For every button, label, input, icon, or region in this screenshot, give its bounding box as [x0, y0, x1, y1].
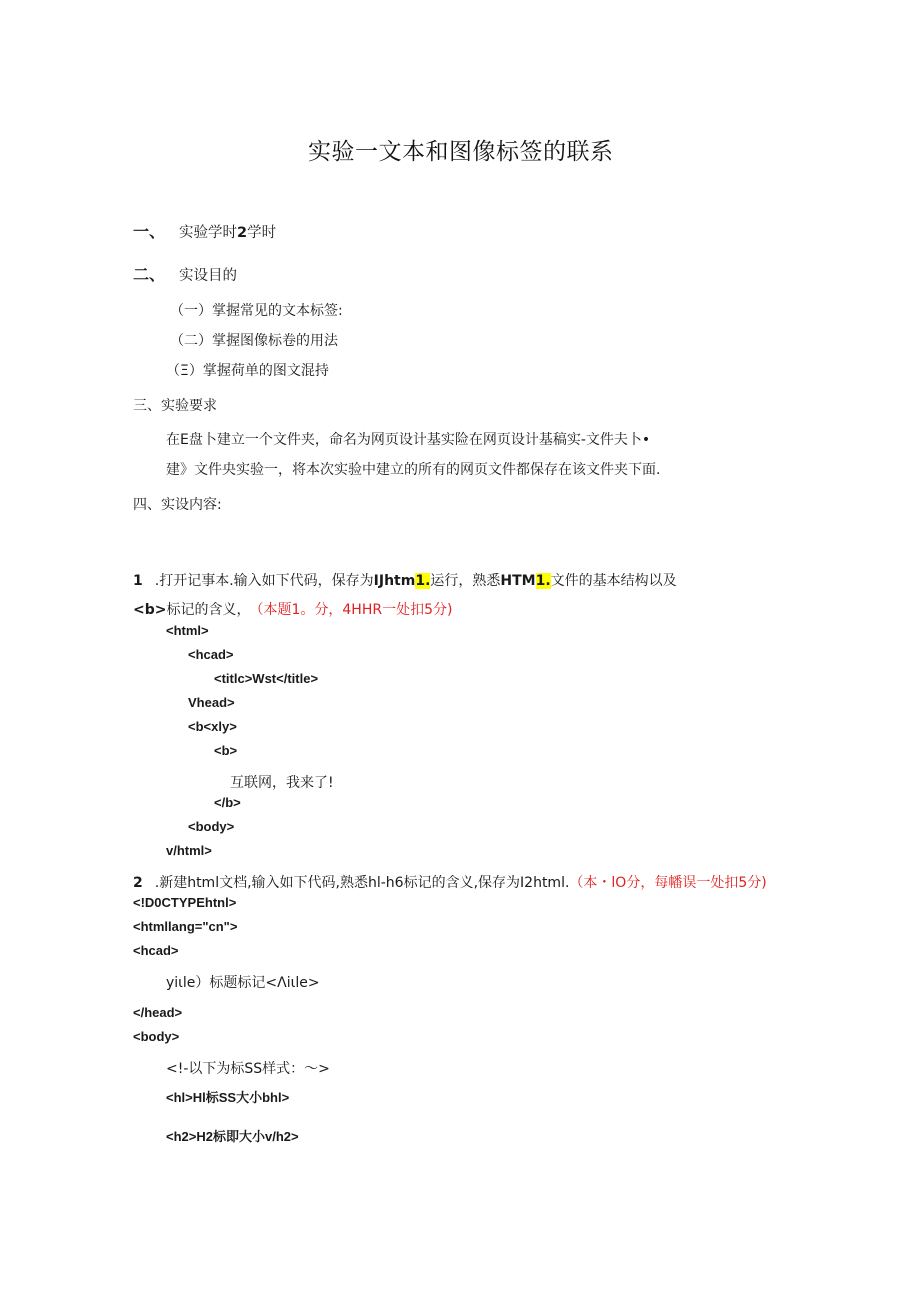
code1-line-8: </b> [214, 795, 241, 810]
code1-line-4: Vhead> [188, 695, 235, 710]
section-1-heading [133, 219, 276, 242]
code2-line-7: <!-以下为标SS样式：～> [166, 1061, 330, 1077]
task-1-text-d: 标记的含义， [166, 602, 251, 618]
task-2-number: 2 [133, 875, 143, 891]
task-1-text-c: 文件的基本结构以及 [550, 573, 677, 589]
code2-line-8: <hl>Hl标SS大小bhl> [166, 1090, 290, 1105]
requirement-line-2: 建》文件央实验一，将本次实验中建立的所有的网页文件都保存在该文件夹下面. [166, 462, 661, 478]
section-1-text: 实验学时 [179, 225, 238, 241]
code1-line-10: v/html> [166, 843, 212, 858]
code2-line-4: yiιle）标题标记<Λiιle> [166, 975, 320, 991]
section-1-hours: 2 [237, 225, 248, 241]
section-2-number: 二、 [133, 265, 166, 284]
task-1-line-2 [133, 599, 452, 619]
task-2-text: .新建html文档,输入如下代码,熟悉hl-h6标记的含义,保存为I2html. [154, 875, 570, 891]
task-1-text-b: 运行，熟悉 [430, 573, 501, 589]
task-1-highlight-1: 1. [415, 573, 431, 589]
requirement-line-1: 在E盘卜建立一个文件夹，命名为网页设计基实险在网页设计基稿实-文件夫卜• [166, 432, 651, 448]
code1-line-5: <b<xly> [188, 719, 237, 734]
objective-3: （Ξ）掌握荷单的图文混持 [166, 363, 329, 379]
code2-line-2: <htmllang="cn"> [133, 919, 238, 934]
task-1-text-a: .打开记事本.输入如下代码，保存为 [154, 573, 374, 589]
code1-line-3: <titlc>Wst</title> [214, 671, 319, 686]
section-2-text: 实设目的 [179, 268, 238, 284]
code2-line-1: <!D0CTYPEhtnl> [133, 895, 237, 910]
section-2-heading [133, 262, 237, 285]
task-1-file-a: IJhtm [373, 573, 416, 589]
task-1-score-note: （本题1。分，4HHR一处扣5分) [256, 602, 453, 618]
code2-line-3: <hcad> [133, 943, 179, 958]
task-1-line-1 [133, 570, 677, 590]
task-1-b-tag: <b> [133, 602, 167, 618]
code1-line-2: <hcad> [188, 647, 234, 662]
objective-2: （二）掌握图像标卷的用法 [170, 333, 338, 349]
code2-line-6: <body> [133, 1029, 180, 1044]
task-1-highlight-2: 1. [535, 573, 551, 589]
section-4-heading: 四、实设内容: [133, 497, 222, 513]
task-2-score-note: （本・lO分，每幡误一处扣5分) [569, 875, 767, 891]
code1-line-1: <html> [166, 623, 209, 638]
objective-1: （一）掌握常见的文本标签: [170, 303, 343, 319]
section-3-heading: 三、实验要求 [133, 398, 217, 414]
code2-line-5: </head> [133, 1005, 183, 1020]
code1-line-6: <b> [214, 743, 238, 758]
task-1-number: 1 [133, 573, 143, 589]
section-1-unit: 学时 [247, 225, 277, 241]
code1-line-9: <body> [188, 819, 235, 834]
section-1-number: 一、 [133, 222, 166, 241]
task-1-file-b: HTM [500, 573, 536, 589]
code2-line-9: <h2>H2标即大小v/h2> [166, 1129, 299, 1144]
code1-line-7: 互联网，我来了! [230, 775, 334, 791]
task-2-line [133, 872, 767, 892]
document-title: 实验一文本和图像标签的联系 [308, 139, 614, 165]
